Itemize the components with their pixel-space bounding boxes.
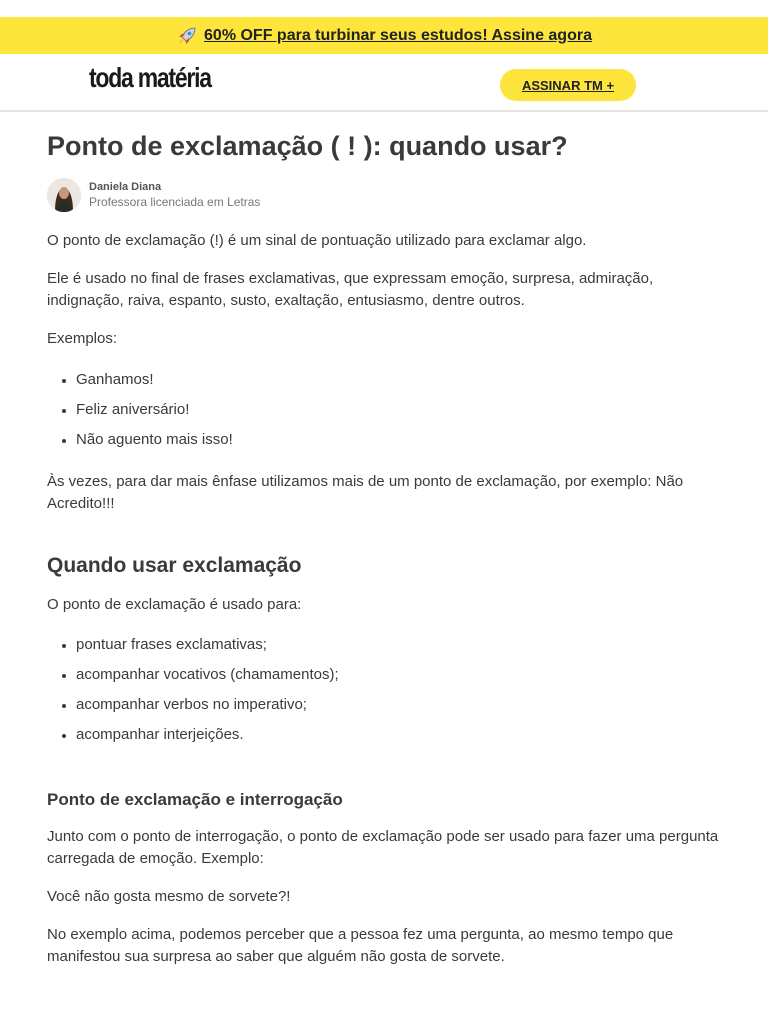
author-byline	[47, 178, 727, 212]
list-item: • acompanhar vocativos (chamamentos);	[76, 664, 727, 686]
page-title: Ponto de exclamação ( ! ): quando usar?	[47, 131, 568, 161]
list-item: • acompanhar verbos no imperativo;	[76, 694, 727, 716]
section-heading: Quando usar exclamação	[47, 554, 302, 577]
site-header	[0, 54, 768, 112]
paragraph: O ponto de exclamação é usado para:	[47, 596, 302, 613]
site-logo[interactable]: toda matéria	[89, 62, 211, 93]
rocket-icon	[176, 25, 198, 47]
list-item: • Feliz aniversário!	[76, 399, 727, 421]
list-item: • Não aguento mais isso!	[76, 429, 727, 451]
article	[47, 128, 727, 968]
examples-list	[76, 369, 727, 451]
paragraph: Ele é usado no final de frases exclamativas, que expressam emoção, surpresa, admiração, indignação, raiva, espanto, susto, exaltação, entusiasmo, dentre outros.	[47, 270, 654, 309]
promo-link[interactable]	[176, 25, 592, 47]
author-info	[89, 180, 260, 210]
uses-list	[76, 634, 727, 746]
subsection-heading: Ponto de exclamação e interrogação	[47, 790, 343, 809]
paragraph: Você não gosta mesmo de sorvete?!	[47, 888, 291, 905]
paragraph: Às vezes, para dar mais ênfase utilizamos mais de um ponto de exclamação, por exemplo: Não Acredito!!!	[47, 473, 684, 512]
paragraph: No exemplo acima, podemos perceber que a pessoa fez uma pergunta, ao mesmo tempo que manifestou sua surpresa ao saber que alguém não gosta de sorvete.	[47, 926, 674, 965]
paragraph: Junto com o ponto de interrogação, o ponto de exclamação pode ser usado para fazer uma pergunta carregada de emoção. Exemplo:	[47, 828, 719, 867]
list-item: • Ganhamos!	[76, 369, 727, 391]
author-name[interactable]: Daniela Diana	[89, 181, 162, 193]
list-item: • acompanhar interjeições.	[76, 724, 727, 746]
avatar[interactable]	[47, 178, 81, 212]
paragraph: O ponto de exclamação (!) é um sinal de pontuação utilizado para exclamar algo.	[47, 232, 587, 249]
promo-text: 60% OFF para turbinar seus estudos! Assine agora	[204, 26, 592, 44]
author-role: Professora licenciada em Letras	[89, 195, 261, 209]
subscribe-button[interactable]: ASSINAR TM +	[500, 69, 636, 101]
list-item: • pontuar frases exclamativas;	[76, 634, 727, 656]
paragraph: Exemplos:	[47, 330, 118, 347]
promo-banner	[0, 17, 768, 54]
